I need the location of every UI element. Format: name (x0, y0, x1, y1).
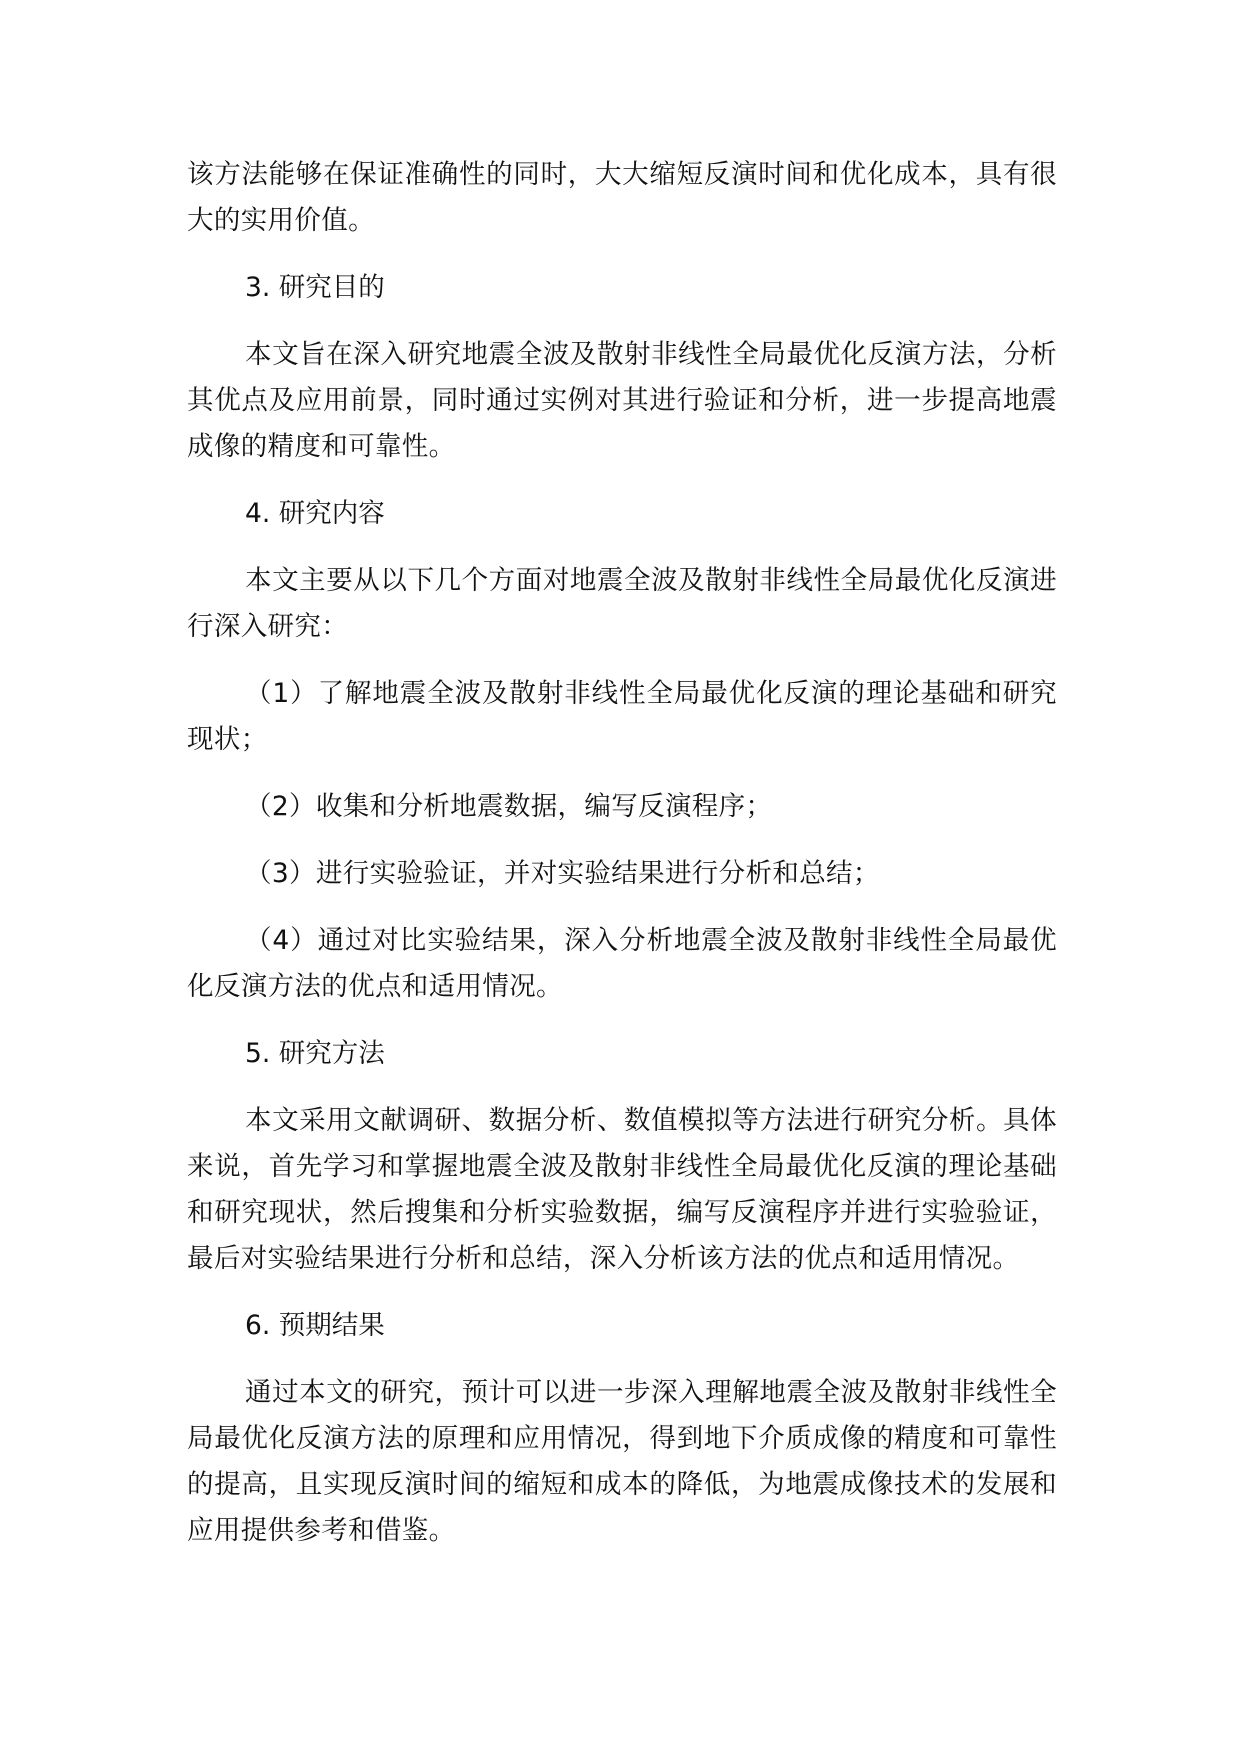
list-item-content-4: （4）通过对比实验结果，深入分析地震全波及散射非线性全局最优化反演方法的优点和适用情况。 (187, 925, 1057, 1002)
list-item-content-1: （1）了解地震全波及散射非线性全局最优化反演的理论基础和研究现状； (187, 678, 1057, 755)
paragraph-research-purpose: 本文旨在深入研究地震全波及散射非线性全局最优化反演方法，分析其优点及应用前景，同时通过实例对其进行验证和分析，进一步提高地震成像的精度和可靠性。 (187, 339, 1057, 462)
paragraph-research-method: 本文采用文献调研、数据分析、数值模拟等方法进行研究分析。具体来说，首先学习和掌握地震全波及散射非线性全局最优化反演的理论基础和研究现状，然后搜集和分析实验数据，编写反演程序并进行实验验证，最后对实验结果进行分析和总结，深入分析该方法的优点和适用情况。 (187, 1105, 1057, 1274)
list-item-content-3: （3）进行实验验证，并对实验结果进行分析和总结； (245, 858, 880, 889)
list-item-content-2: （2）收集和分析地震数据，编写反演程序； (245, 791, 773, 822)
section-heading-research-content: 4. 研究内容 (245, 498, 385, 529)
section-heading-research-method: 5. 研究方法 (245, 1038, 385, 1069)
section-heading-research-purpose: 3. 研究目的 (245, 272, 385, 303)
document-page (187, 152, 1057, 1554)
paragraph-expected-results: 通过本文的研究，预计可以进一步深入理解地震全波及散射非线性全局最优化反演方法的原理和应用情况，得到地下介质成像的精度和可靠性的提高，且实现反演时间的缩短和成本的降低，为地震成像技术的发展和应用提供参考和借鉴。 (187, 1377, 1057, 1546)
paragraph-research-content-intro: 本文主要从以下几个方面对地震全波及散射非线性全局最优化反演进行深入研究： (187, 565, 1057, 642)
section-heading-expected-results: 6. 预期结果 (245, 1310, 385, 1341)
paragraph-intro-continuation: 该方法能够在保证准确性的同时，大大缩短反演时间和优化成本，具有很大的实用价值。 (187, 159, 1057, 236)
